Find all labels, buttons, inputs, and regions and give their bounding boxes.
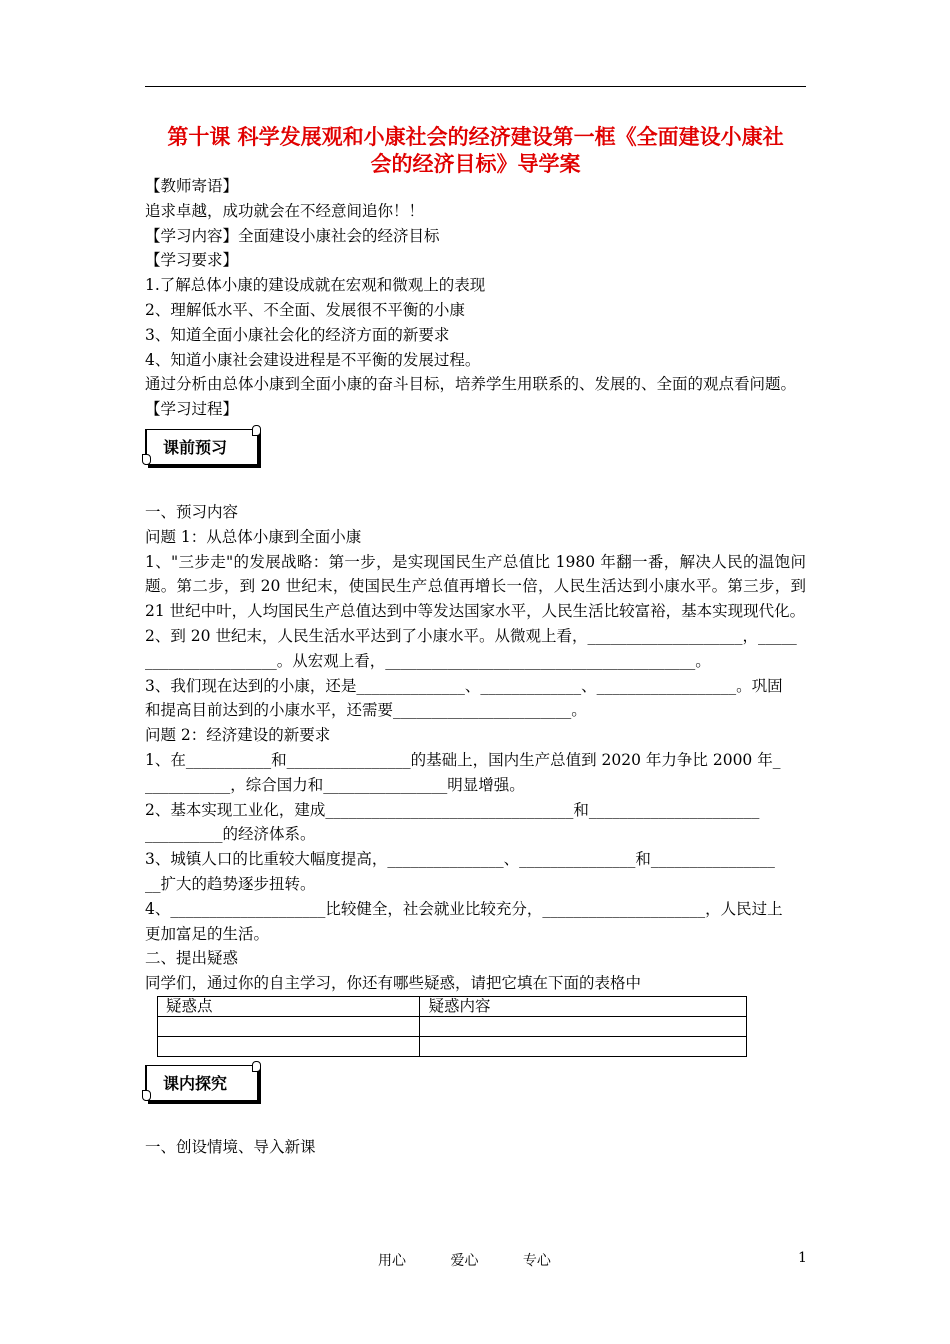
question-1-para-3b: 和提高目前达到的小康水平，还需要_______________________。: [145, 701, 587, 720]
page-number: 1: [798, 1250, 807, 1266]
banner-in-class: [145, 1061, 259, 1097]
requirement-1: 1.了解总体小康的建设成就在宏观和微观上的表现: [145, 276, 486, 295]
doubt-heading: 二、提出疑惑: [145, 949, 239, 968]
teacher-message-heading: 【教师寄语】: [145, 177, 239, 195]
doubt-table: [157, 996, 747, 1057]
document-body: [145, 174, 806, 1160]
learning-content: 【学习内容】全面建设小康社会的经济目标: [145, 226, 440, 245]
table-row: [158, 1016, 747, 1036]
footer-word: 用心: [378, 1253, 406, 1269]
question-2-para-2a: 2、基本实现工业化，建成________________________________和______________________: [145, 800, 760, 819]
teacher-message: 追求卓越，成功就会在不经意间追你！！: [145, 201, 425, 220]
table-header-cell: 疑惑点: [158, 996, 420, 1016]
question-2-para-4a: 4、____________________比较健全，社会就业比较充分，_____________________，人民过上: [145, 899, 783, 918]
requirement-3: 3、知道全面小康社会化的经济方面的新要求: [145, 325, 450, 344]
requirement-5: 通过分析由总体小康到全面小康的奋斗目标，培养学生用联系的、发展的、全面的观点看问题。: [145, 375, 797, 394]
question-2-title: 问题 2：经济建设的新要求: [145, 726, 331, 745]
header-rule: [145, 86, 806, 87]
question-1-title: 问题 1：从总体小康到全面小康: [145, 527, 362, 546]
question-2-para-3b: __扩大的趋势逐步扭转。: [145, 874, 316, 893]
table-header-cell: 疑惑内容: [420, 996, 747, 1016]
requirement-4: 4、知道小康社会建设进程是不平衡的发展过程。: [145, 350, 481, 369]
footer-word: 爱心: [450, 1253, 479, 1269]
table-cell[interactable]: [420, 1036, 747, 1056]
page-title: [145, 123, 806, 177]
requirements-heading: 【学习要求】: [145, 251, 239, 270]
question-2-para-1a: 1、在___________和________________的基础上，国内生产总值到 2020 年力争比 2000 年_: [145, 750, 781, 769]
scroll-curl-icon: [142, 1090, 151, 1101]
footer-motto: [378, 1250, 591, 1270]
footer-word: 专心: [522, 1253, 551, 1269]
question-1-para-1: 1、"三步走"的发展战略：第一步，是实现国民生产总值比 1980 年翻一番，解决人民的温饱问题。第二步，到 20 世纪末，使国民生产总值再增长一倍，人民生活达到小康水平。第三步，到 21 世纪中叶，人均国民生产总值达到中等发达国家水平，人民生活比较富裕，基本实现现代化。: [145, 552, 806, 621]
question-2-para-2b: __________的经济体系。: [145, 825, 316, 844]
table-cell[interactable]: [158, 1036, 420, 1056]
preview-heading: 一、预习内容: [145, 502, 239, 521]
doubt-instruction: 同学们，通过你的自主学习，你还有哪些疑惑，请把它填在下面的表格中: [145, 974, 642, 993]
table-header-row: [158, 996, 747, 1016]
inquiry-heading: 一、创设情境、导入新课: [145, 1137, 316, 1156]
scroll-curl-icon: [252, 425, 261, 436]
question-2-para-4b: 更加富足的生活。: [145, 924, 270, 943]
question-1-para-3a: 3、我们现在达到的小康，还是______________、_____________、__________________。巩固: [145, 676, 783, 695]
scroll-curl-icon: [142, 454, 151, 465]
requirement-2: 2、理解低水平、不全面、发展很不平衡的小康: [145, 300, 465, 319]
table-cell[interactable]: [420, 1016, 747, 1036]
process-heading: 【学习过程】: [145, 400, 239, 419]
banner-pre-study: [145, 425, 259, 461]
table-cell[interactable]: [158, 1016, 420, 1036]
title-line-1: 第十课 科学发展观和小康社会的经济建设第一框《全面建设小康社: [167, 124, 784, 149]
table-row: [158, 1036, 747, 1056]
title-line-2: 会的经济目标》导学案: [370, 151, 581, 176]
question-2-para-1b: ___________，综合国力和________________明显增强。: [145, 775, 525, 794]
banner-label: 课前预习: [163, 437, 228, 457]
banner-label: 课内探究: [163, 1073, 228, 1093]
question-1-para-2b: _________________。从宏观上看，________________________________________。: [145, 651, 711, 670]
question-1-para-2a: 2、到 20 世纪末，人民生活水平达到了小康水平。从微观上看，____________________，_____: [145, 626, 797, 645]
scroll-curl-icon: [252, 1061, 261, 1072]
question-2-para-3a: 3、城镇人口的比重较大幅度提高，_______________、_______________和________________: [145, 850, 775, 869]
